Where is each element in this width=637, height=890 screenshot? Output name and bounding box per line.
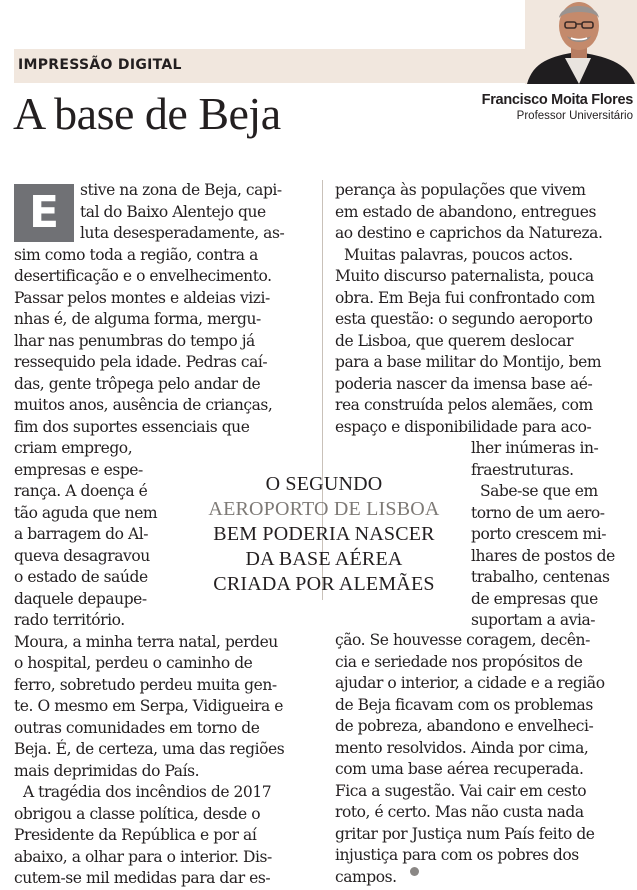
column-2-bottom-body: ção. Se houvesse coragem, decên- cia e seriedade nos propósitos de ajudar o interior, a cidade e a região de Beja ficavam com os problemas de pobreza, abandono e envelheci- mento resolvidos. Ainda por cima, com uma base aérea recuperada. Fica a sugestão. Vai cair em cesto roto, é certo. Mas não custa nada gritar por Justiça num País feito de injustiça para com os pobres dos campos. <box>335 631 605 886</box>
end-of-article-dot <box>410 867 419 876</box>
author-role: Professor Universitário <box>516 110 633 122</box>
pull-quote-line-2: AEROPORTO DE LISBOA <box>208 498 440 520</box>
pull-quote <box>200 472 448 597</box>
drop-cap: E <box>14 184 74 242</box>
column-1-text: stive na zona de Beja, capi- tal do Baixo Alentejo que luta desesperadamente, as- sim como toda a região, contra a desertificação e o envelhecimento. Passar pelos montes e aldeias vizi- nhas é, de alguma forma, mergu- lhar nas penumbras do tempo já ressequido pela idade. Pedras caí- das, gente trôpega pelo andar de muitos anos, ausência de crianças, fim dos suportes essenciais que criam emprego, empresas e espe- rança. A doença é tão aguda que nem a barragem do Al- queva desagravou o estado de saúde daquele depaupe- rado território. Moura, a minha terra natal, perdeu o hospital, perdeu o caminho de ferro, sobretudo perdeu muita gen- te. O mesmo em Serpa, Vidigueira e outras comunidades em torno de Beja. É, de certeza, uma das regiões mais deprimidas do País. A tragédia dos incêndios de 2017 obrigou a classe política, desde o Presidente da República e por aí abaixo, a olhar para o interior. Dis- cutem-se mil medidas para dar es- <box>14 181 285 887</box>
pull-quote-line-3: BEM PODERIA NASCER <box>213 523 435 545</box>
author-name: Francisco Moita Flores <box>481 92 633 108</box>
headline: A base de Beja <box>13 88 281 139</box>
author-portrait-icon <box>525 0 637 84</box>
column-2-right-body: lher inúmeras in- fraestruturas. Sabe-se que em torno de um aero- porto crescem mi- lhares de postos de trabalho, centenas de empresas que suportam a avia- <box>471 439 615 629</box>
pull-quote-line-5: CRIADA POR ALEMÃES <box>213 573 435 595</box>
author-photo <box>525 0 637 84</box>
section-label: IMPRESSÃO DIGITAL <box>18 57 182 73</box>
column-2-top-body: perança às populações que vivem em estado de abandono, entregues ao destino e caprichos da Natureza. Muitas palavras, poucos actos. Muito discurso paternalista, pouca obra. Em Beja fui confrontado com esta questão: o segundo aeroporto de Lisboa, que querem deslocar para a base militar do Montijo, bem poderia nascer da imensa base aé- rea construída pelos alemães, com espaço e disponibilidade para aco- <box>335 181 603 436</box>
pull-quote-line-1: O SEGUNDO <box>265 473 383 495</box>
pull-quote-line-4: DA BASE AÉREA <box>245 548 403 570</box>
